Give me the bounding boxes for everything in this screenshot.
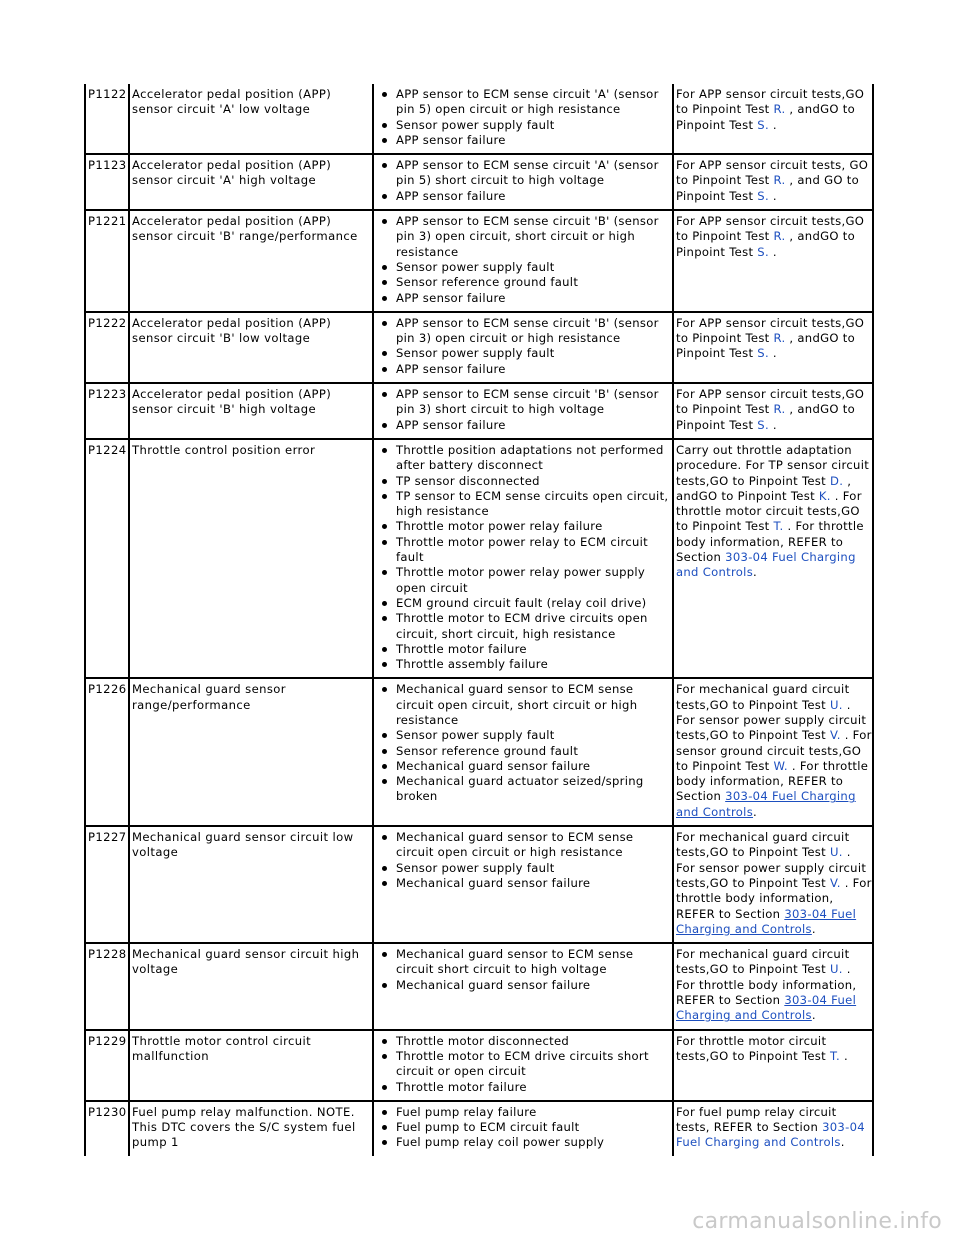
dtc-description: Mechanical guard sensor circuit high voltage xyxy=(129,943,373,1029)
action-text: . For sensor power supply circuit tests,GO to Pinpoint Test xyxy=(676,845,867,890)
cause-item: Sensor reference ground fault xyxy=(376,275,672,290)
dtc-description: Accelerator pedal position (APP) sensor circuit 'B' range/performance xyxy=(129,210,373,312)
pinpoint-test-link[interactable]: U. xyxy=(829,962,843,977)
pinpoint-test-link[interactable]: R. xyxy=(773,173,786,188)
action-text: For APP sensor circuit tests, GO to Pinpoint Test xyxy=(676,158,869,188)
action-text: . For throttle motor circuit tests,GO to Pinpoint Test xyxy=(676,488,862,534)
table-row xyxy=(85,826,873,943)
cause-item: Sensor power supply fault xyxy=(376,346,672,361)
cause-item: APP sensor to ECM sense circuit 'A' (sensor pin 5) short circuit to high voltage xyxy=(376,158,672,189)
dtc-code: P1221 xyxy=(85,210,129,312)
pinpoint-test-link[interactable]: T. xyxy=(829,1048,840,1063)
cause-item: Throttle motor failure xyxy=(376,1080,672,1095)
dtc-description: Accelerator pedal position (APP) sensor circuit 'B' high voltage xyxy=(129,383,373,439)
dtc-description: Mechanical guard sensor circuit low voltage xyxy=(129,826,373,943)
pinpoint-test-link[interactable]: D. xyxy=(829,473,844,488)
possible-causes xyxy=(373,439,673,678)
action-text: For APP sensor circuit tests,GO to Pinpoint Test xyxy=(676,87,865,117)
cause-item: APP sensor to ECM sense circuit 'B' (sensor pin 3) open circuit, short circuit or high resistance xyxy=(376,214,672,260)
dtc-code: P1122 xyxy=(85,84,129,154)
action-text: . For throttle body information, REFER to Section xyxy=(676,962,857,1008)
dtc-code: P1229 xyxy=(85,1030,129,1101)
table-row xyxy=(85,439,873,678)
pinpoint-test-link[interactable]: R. xyxy=(773,229,786,244)
cause-item: Sensor reference ground fault xyxy=(376,744,672,759)
possible-causes xyxy=(373,826,673,943)
dtc-code: P1226 xyxy=(85,678,129,826)
cause-item: Fuel pump relay coil power supply xyxy=(376,1135,672,1150)
dtc-code: P1222 xyxy=(85,312,129,383)
possible-causes xyxy=(373,678,673,826)
cause-item: APP sensor failure xyxy=(376,291,672,306)
possible-causes xyxy=(373,1101,673,1156)
action-text: , andGO to Pinpoint Test xyxy=(676,102,856,132)
cause-item: Throttle position adaptations not performed after battery disconnect xyxy=(376,443,672,474)
action-text: . xyxy=(768,117,777,132)
possible-causes xyxy=(373,943,673,1029)
action-text: , andGO to Pinpoint Test xyxy=(676,331,856,361)
cause-item: TP sensor to ECM sense circuits open circuit, high resistance xyxy=(376,489,672,520)
possible-causes xyxy=(373,312,673,383)
cause-item: Throttle motor power relay failure xyxy=(376,519,672,534)
action-text: . For throttle body information, REFER to Section xyxy=(676,875,872,921)
cause-item: Mechanical guard sensor to ECM sense circuit open circuit or high resistance xyxy=(376,830,672,861)
cause-item: ECM ground circuit fault (relay coil drive) xyxy=(376,596,672,611)
pinpoint-test-link[interactable]: S. xyxy=(757,188,769,203)
action-text: . For throttle body information, REFER to Section xyxy=(676,519,864,565)
cause-item: Sensor power supply fault xyxy=(376,260,672,275)
action-text: For APP sensor circuit tests,GO to Pinpoint Test xyxy=(676,315,865,346)
action-text: For throttle motor circuit tests,GO to Pinpoint Test xyxy=(676,1033,830,1063)
causes-list xyxy=(376,214,672,306)
possible-causes xyxy=(373,84,673,154)
cause-item: APP sensor to ECM sense circuit 'B' (sensor pin 3) open circuit or high resistance xyxy=(376,316,672,347)
action xyxy=(673,312,873,383)
causes-list xyxy=(376,387,672,433)
watermark: carmanualsonline.info xyxy=(692,1209,942,1234)
cause-item: Sensor power supply fault xyxy=(376,861,672,876)
pinpoint-test-link[interactable]: K. xyxy=(818,488,831,503)
action-text: , andGO to Pinpoint Test xyxy=(676,402,856,432)
cause-item: APP sensor failure xyxy=(376,362,672,377)
cause-item: Sensor power supply fault xyxy=(376,118,672,133)
action xyxy=(673,84,873,154)
possible-causes xyxy=(373,210,673,312)
action xyxy=(673,383,873,439)
action-text: , andGO to Pinpoint Test xyxy=(676,229,856,259)
causes-list xyxy=(376,443,672,672)
table-row xyxy=(85,943,873,1029)
cause-item: Throttle motor to ECM drive circuits open circuit, short circuit, high resistance xyxy=(376,611,672,642)
causes-list xyxy=(376,1034,672,1095)
action xyxy=(673,826,873,943)
cause-item: Mechanical guard actuator seized/spring broken xyxy=(376,774,672,805)
pinpoint-test-link[interactable]: S. xyxy=(757,117,769,132)
action xyxy=(673,210,873,312)
table-row xyxy=(85,210,873,312)
action-text: . xyxy=(768,417,777,432)
causes-list xyxy=(376,316,672,377)
action-text: For mechanical guard circuit tests,GO to Pinpoint Test xyxy=(676,830,850,860)
action-text: For fuel pump relay circuit tests, REFER to Section xyxy=(676,1104,837,1135)
pinpoint-test-link[interactable]: 303-04 Fuel Charging and Controls xyxy=(676,789,856,819)
cause-item: Mechanical guard sensor to ECM sense circuit open circuit, short circuit or high resistance xyxy=(376,682,672,728)
pinpoint-test-link[interactable]: V. xyxy=(829,728,841,743)
action-text: For mechanical guard circuit tests,GO to Pinpoint Test xyxy=(676,947,850,977)
action xyxy=(673,1030,873,1101)
cause-item: TP sensor disconnected xyxy=(376,474,672,489)
possible-causes xyxy=(373,1030,673,1101)
cause-item: Throttle motor power relay power supply open circuit xyxy=(376,565,672,596)
table-row xyxy=(85,383,873,439)
action-text: Carry out throttle adaptation procedure. For TP sensor circuit tests,GO to Pinpoint Test xyxy=(676,442,870,488)
action-text: For APP sensor circuit tests,GO to Pinpoint Test xyxy=(676,214,865,244)
cause-item: Mechanical guard sensor to ECM sense circuit short circuit to high voltage xyxy=(376,947,672,978)
cause-item: Mechanical guard sensor failure xyxy=(376,978,672,993)
table-row xyxy=(85,1101,873,1156)
dtc-table xyxy=(84,84,874,1156)
action-text: . For sensor power supply circuit tests,GO to Pinpoint Test xyxy=(676,697,867,743)
table-row xyxy=(85,84,873,154)
causes-list xyxy=(376,158,672,204)
pinpoint-test-link[interactable]: U. xyxy=(829,845,843,860)
dtc-description: Throttle motor control circuit mallfunction xyxy=(129,1030,373,1101)
dtc-description: Throttle control position error xyxy=(129,439,373,678)
action xyxy=(673,1101,873,1156)
pinpoint-test-link[interactable]: S. xyxy=(757,346,769,361)
action xyxy=(673,678,873,826)
cause-item: Throttle motor failure xyxy=(376,642,672,657)
cause-item: Throttle motor disconnected xyxy=(376,1034,672,1049)
action-text: For mechanical guard circuit tests,GO to Pinpoint Test xyxy=(676,682,850,712)
pinpoint-test-link[interactable]: S. xyxy=(757,417,769,432)
table-row xyxy=(85,1030,873,1101)
cause-item: APP sensor to ECM sense circuit 'A' (sensor pin 5) open circuit or high resistance xyxy=(376,87,672,118)
cause-item: Throttle motor to ECM drive circuits short circuit or open circuit xyxy=(376,1049,672,1080)
dtc-table-body xyxy=(85,84,873,1156)
cause-item: Fuel pump to ECM circuit fault xyxy=(376,1120,672,1135)
action-text: . xyxy=(811,1008,816,1023)
pinpoint-test-link[interactable]: R. xyxy=(773,331,786,346)
cause-item: APP sensor failure xyxy=(376,189,672,204)
causes-list xyxy=(376,947,672,993)
action-text: . xyxy=(753,804,758,819)
dtc-description: Mechanical guard sensor range/performance xyxy=(129,678,373,826)
table-row xyxy=(85,312,873,383)
pinpoint-test-link[interactable]: W. xyxy=(773,758,788,773)
action-text: . xyxy=(768,244,777,259)
action xyxy=(673,154,873,210)
action xyxy=(673,439,873,678)
possible-causes xyxy=(373,383,673,439)
dtc-code: P1227 xyxy=(85,826,129,943)
action-text: For APP sensor circuit tests,GO to Pinpoint Test xyxy=(676,387,865,417)
action-text: . For sensor ground circuit tests,GO to Pinpoint Test xyxy=(676,728,872,773)
cause-item: Throttle assembly failure xyxy=(376,657,672,672)
dtc-code: P1223 xyxy=(85,383,129,439)
action xyxy=(673,943,873,1029)
cause-item: Mechanical guard sensor failure xyxy=(376,759,672,774)
action-text: , andGO to Pinpoint Test xyxy=(676,473,852,503)
table-row xyxy=(85,678,873,826)
pinpoint-test-link[interactable]: 303-04 Fuel Charging and Controls xyxy=(676,1120,865,1150)
pinpoint-test-link[interactable]: 303-04 Fuel Charging and Controls xyxy=(676,550,856,580)
dtc-code: P1228 xyxy=(85,943,129,1029)
pinpoint-test-link[interactable]: U. xyxy=(829,697,843,712)
cause-item: Throttle motor power relay to ECM circuit fault xyxy=(376,535,672,566)
pinpoint-test-link[interactable]: V. xyxy=(829,875,841,890)
causes-list xyxy=(376,87,672,148)
pinpoint-test-link[interactable]: T. xyxy=(773,519,784,534)
dtc-code: P1224 xyxy=(85,439,129,678)
dtc-code: P1230 xyxy=(85,1101,129,1156)
dtc-description: Fuel pump relay malfunction. NOTE. This DTC covers the S/C system fuel pump 1 xyxy=(129,1101,373,1156)
dtc-description: Accelerator pedal position (APP) sensor circuit 'A' high voltage xyxy=(129,154,373,210)
action-text: . xyxy=(768,188,777,203)
cause-item: Sensor power supply fault xyxy=(376,728,672,743)
pinpoint-test-link[interactable]: R. xyxy=(773,102,786,117)
dtc-description: Accelerator pedal position (APP) sensor circuit 'B' low voltage xyxy=(129,312,373,383)
pinpoint-test-link[interactable]: R. xyxy=(773,402,786,417)
action-text: . xyxy=(839,1048,848,1063)
cause-item: APP sensor to ECM sense circuit 'B' (sensor pin 3) short circuit to high voltage xyxy=(376,387,672,418)
dtc-description: Accelerator pedal position (APP) sensor circuit 'A' low voltage xyxy=(129,84,373,154)
action-text: . For throttle body information, REFER to Section xyxy=(676,758,869,804)
cause-item: APP sensor failure xyxy=(376,418,672,433)
pinpoint-test-link[interactable]: 303-04 Fuel Charging and Controls xyxy=(676,906,857,936)
pinpoint-test-link[interactable]: S. xyxy=(757,244,769,259)
possible-causes xyxy=(373,154,673,210)
pinpoint-test-link[interactable]: 303-04 Fuel Charging and Controls xyxy=(676,993,857,1023)
action-text: . xyxy=(811,921,816,936)
action-text: . xyxy=(753,565,758,580)
action-text: . xyxy=(840,1135,845,1150)
action-text: , and GO to Pinpoint Test xyxy=(676,173,860,203)
cause-item: APP sensor failure xyxy=(376,133,672,148)
cause-item: Mechanical guard sensor failure xyxy=(376,876,672,891)
causes-list xyxy=(376,1105,672,1151)
causes-list xyxy=(376,830,672,891)
causes-list xyxy=(376,682,672,804)
table-row xyxy=(85,154,873,210)
action-text: . xyxy=(768,346,777,361)
cause-item: Fuel pump relay failure xyxy=(376,1105,672,1120)
dtc-code: P1123 xyxy=(85,154,129,210)
